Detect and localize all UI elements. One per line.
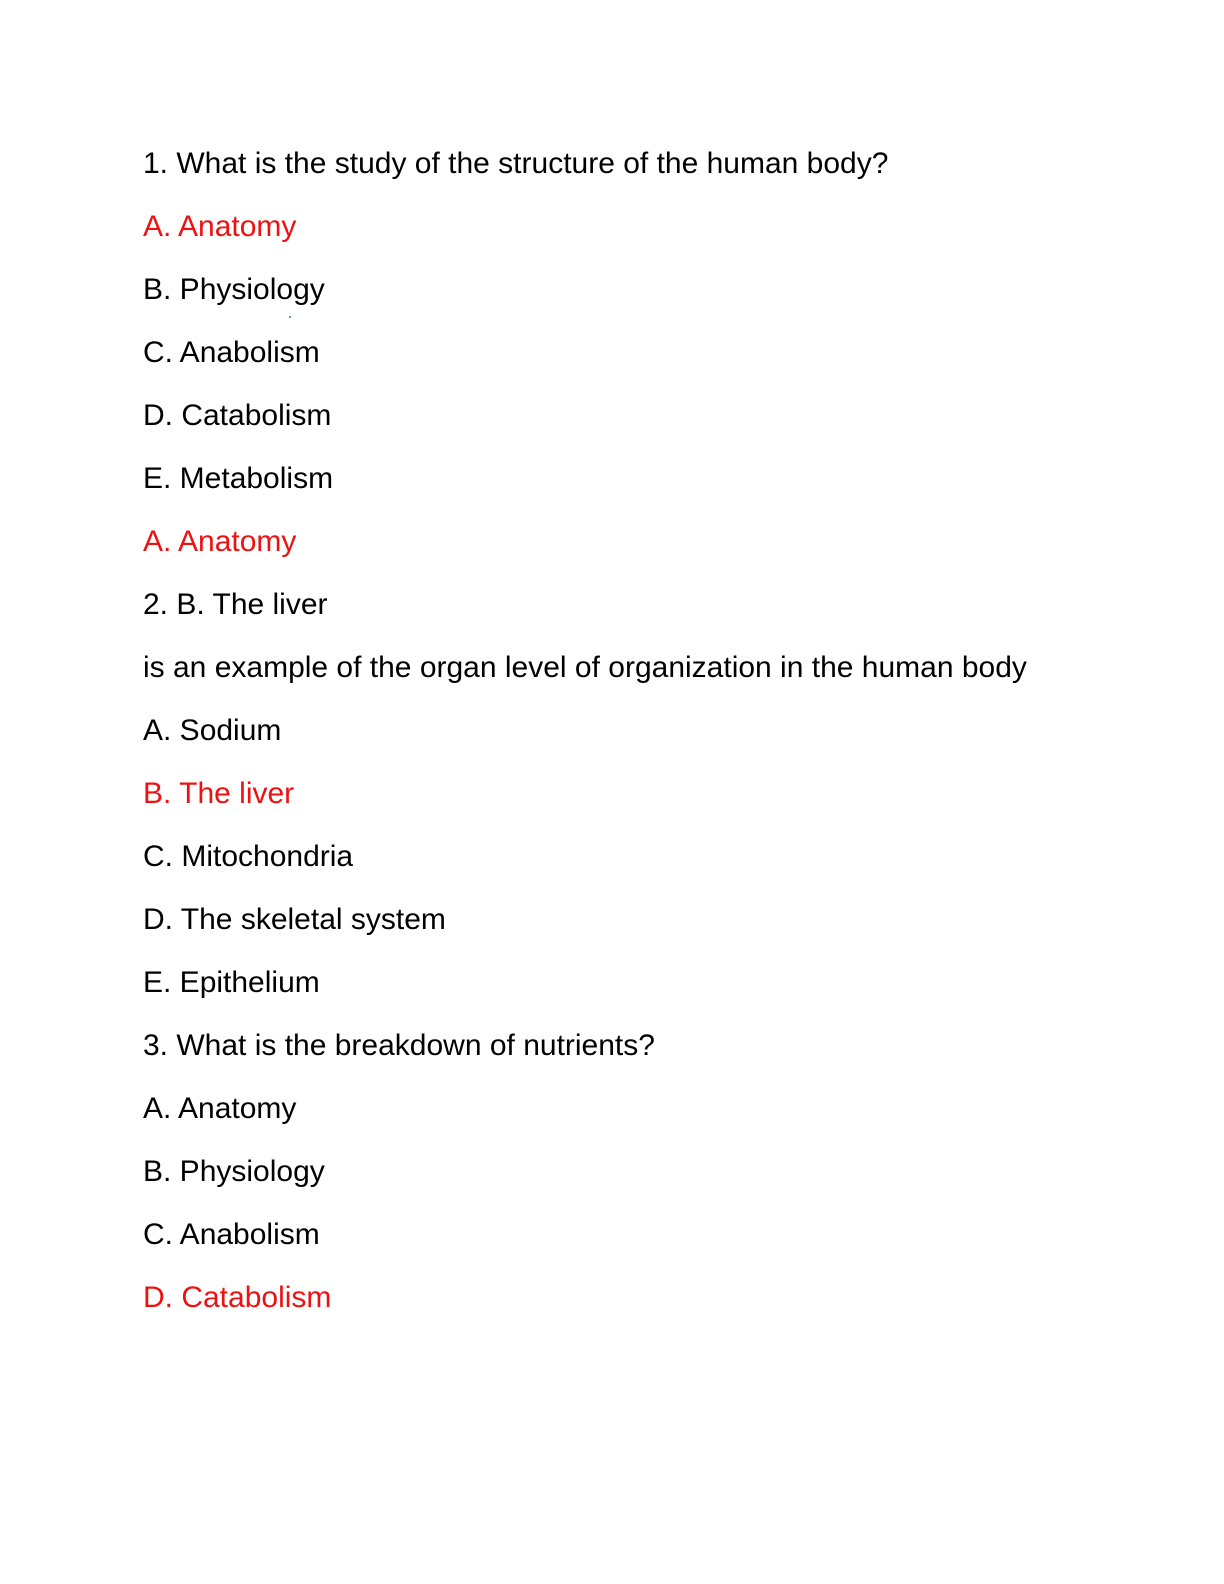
question-2-heading: 2. B. The liver (143, 588, 328, 621)
question-1-prompt: 1. What is the study of the structure of the human body? (143, 147, 889, 180)
question-3-option-b: B. Physiology (143, 1155, 325, 1188)
question-3-option-c: C. Anabolism (143, 1218, 320, 1251)
question-2-option-c: C. Mitochondria (143, 840, 354, 873)
question-2-option-b-correct: B. The liver (143, 777, 295, 810)
stray-mark (289, 316, 291, 318)
question-3-option-a: A. Anatomy (143, 1092, 297, 1125)
question-3-prompt: 3. What is the breakdown of nutrients? (143, 1029, 655, 1062)
question-1-option-d: D. Catabolism (143, 399, 332, 432)
question-2-option-a: A. Sodium (143, 714, 282, 747)
question-1-option-e: E. Metabolism (143, 462, 334, 495)
question-2-prompt: is an example of the organ level of organization in the human body (143, 651, 1027, 684)
question-1-answer-highlight: A. Anatomy (143, 210, 297, 243)
question-1-option-c: C. Anabolism (143, 336, 320, 369)
question-3-option-d-correct: D. Catabolism (143, 1281, 332, 1314)
question-1-correct-answer: A. Anatomy (143, 525, 297, 558)
question-1-option-b: B. Physiology (143, 273, 325, 306)
question-2-option-d: D. The skeletal system (143, 903, 446, 936)
question-2-option-e: E. Epithelium (143, 966, 320, 999)
document-body (143, 141, 1083, 1338)
